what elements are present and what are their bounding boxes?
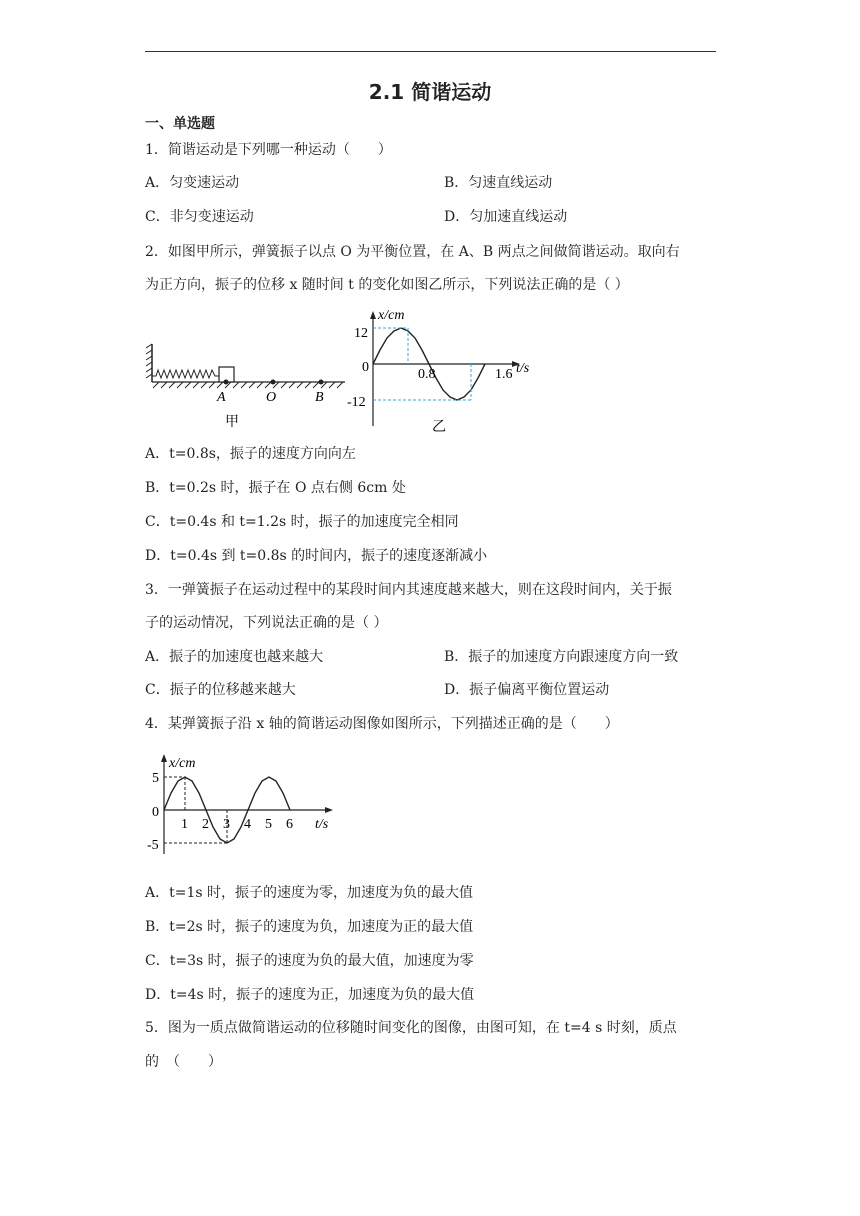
- q2-stem-line1: 2．如图甲所示，弹簧振子以点 O 为平衡位置，在 A、B 两点之间做简谐运动。取向右: [145, 244, 680, 260]
- t-tick-1.6: 1.6: [495, 367, 513, 382]
- q4-stem: 4．某弹簧振子沿 x 轴的简谐运动图像如图所示，下列描述正确的是（ ）: [145, 716, 619, 732]
- t-tick-6: 6: [286, 817, 293, 832]
- spring-oscillator-figure: [145, 340, 355, 435]
- t-tick-2: 2: [202, 817, 209, 832]
- q1-option-b[interactable]: B．匀速直线运动: [444, 175, 553, 191]
- point-o-label: O: [266, 390, 277, 405]
- t-tick-5: 5: [265, 817, 272, 832]
- q3-stem-line1: 3．一弹簧振子在运动过程中的某段时间内其速度越来越大，则在这段时间内，关于振: [145, 582, 672, 598]
- origin-label: 0: [152, 805, 159, 820]
- q2-option-b[interactable]: B．t=0.2s 时，振子在 O 点右侧 6cm 处: [145, 480, 406, 496]
- origin-label: 0: [362, 360, 369, 375]
- q3-stem-line2: 子的运动情况，下列说法正确的是（ ）: [145, 615, 388, 631]
- section-heading: 一、单选题: [145, 116, 215, 132]
- point-o-dot: [271, 380, 276, 385]
- point-a-label: A: [217, 390, 226, 405]
- y-max-label: 5: [152, 771, 159, 786]
- y-axis-label: x/cm: [169, 756, 196, 771]
- figure-jia-caption: 甲: [225, 415, 239, 430]
- y-min-label: -12: [347, 395, 366, 410]
- page-title: 2.1 简谐运动: [368, 80, 492, 104]
- displacement-time-graph-q4: [145, 750, 340, 860]
- q3-option-a[interactable]: A．振子的加速度也越来越大: [145, 649, 324, 665]
- q5-stem-line1: 5．图为一质点做简谐运动的位移随时间变化的图像，由图可知，在 t=4 s 时刻，质点: [145, 1020, 677, 1036]
- x-axis-arrow: [325, 807, 333, 813]
- q3-option-d[interactable]: D．振子偏离平衡位置运动: [444, 682, 610, 698]
- q3-option-b[interactable]: B．振子的加速度方向跟速度方向一致: [444, 649, 679, 665]
- floor: [152, 382, 345, 388]
- q2-stem-line2: 为正方向，振子的位移 x 随时间 t 的变化如图乙所示，下列说法正确的是（ ）: [145, 277, 629, 293]
- figure-yi-caption: 乙: [432, 420, 446, 435]
- q2-option-d[interactable]: D．t=0.4s 到 t=0.8s 的时间内，振子的速度逐渐减小: [145, 548, 488, 564]
- spring: [152, 370, 219, 378]
- q2-option-c[interactable]: C．t=0.4s 和 t=1.2s 时，振子的加速度完全相同: [145, 514, 459, 530]
- t-tick-0.8: 0.8: [418, 367, 436, 382]
- q1-option-d[interactable]: D．匀加速直线运动: [444, 209, 568, 225]
- q2-option-a[interactable]: A．t=0.8s，振子的速度方向向左: [145, 446, 356, 462]
- y-axis-arrow: [161, 754, 167, 762]
- y-max-label: 12: [354, 326, 368, 341]
- q4-option-b[interactable]: B．t=2s 时，振子的速度为负，加速度为正的最大值: [145, 919, 474, 935]
- y-min-label: -5: [147, 838, 159, 853]
- y-axis-arrow: [370, 311, 376, 319]
- t-tick-4: 4: [244, 817, 251, 832]
- point-b-label: B: [315, 390, 324, 405]
- displacement-time-graph-yi: [342, 305, 557, 437]
- x-axis-label: t/s: [516, 361, 530, 376]
- point-a-dot: [224, 380, 229, 385]
- q1-stem: 1．简谐运动是下列哪一种运动（ ）: [145, 142, 392, 158]
- point-b-dot: [319, 380, 324, 385]
- y-axis-label: x/cm: [378, 308, 405, 323]
- t-tick-1: 1: [181, 817, 188, 832]
- q3-option-c[interactable]: C．振子的位移越来越大: [145, 682, 296, 698]
- q1-option-c[interactable]: C．非匀变速运动: [145, 209, 254, 225]
- wall: [146, 344, 152, 382]
- t-tick-3: 3: [223, 817, 230, 832]
- q4-option-d[interactable]: D．t=4s 时，振子的速度为正，加速度为负的最大值: [145, 987, 475, 1003]
- q4-option-a[interactable]: A．t=1s 时，振子的速度为零，加速度为负的最大值: [145, 885, 474, 901]
- header-rule: [145, 51, 716, 52]
- q1-option-a[interactable]: A．匀变速运动: [145, 175, 240, 191]
- x-axis-label: t/s: [315, 817, 329, 832]
- q4-option-c[interactable]: C．t=3s 时，振子的速度为负的最大值，加速度为零: [145, 953, 474, 969]
- q5-stem-line2: 的 （ ）: [145, 1054, 222, 1070]
